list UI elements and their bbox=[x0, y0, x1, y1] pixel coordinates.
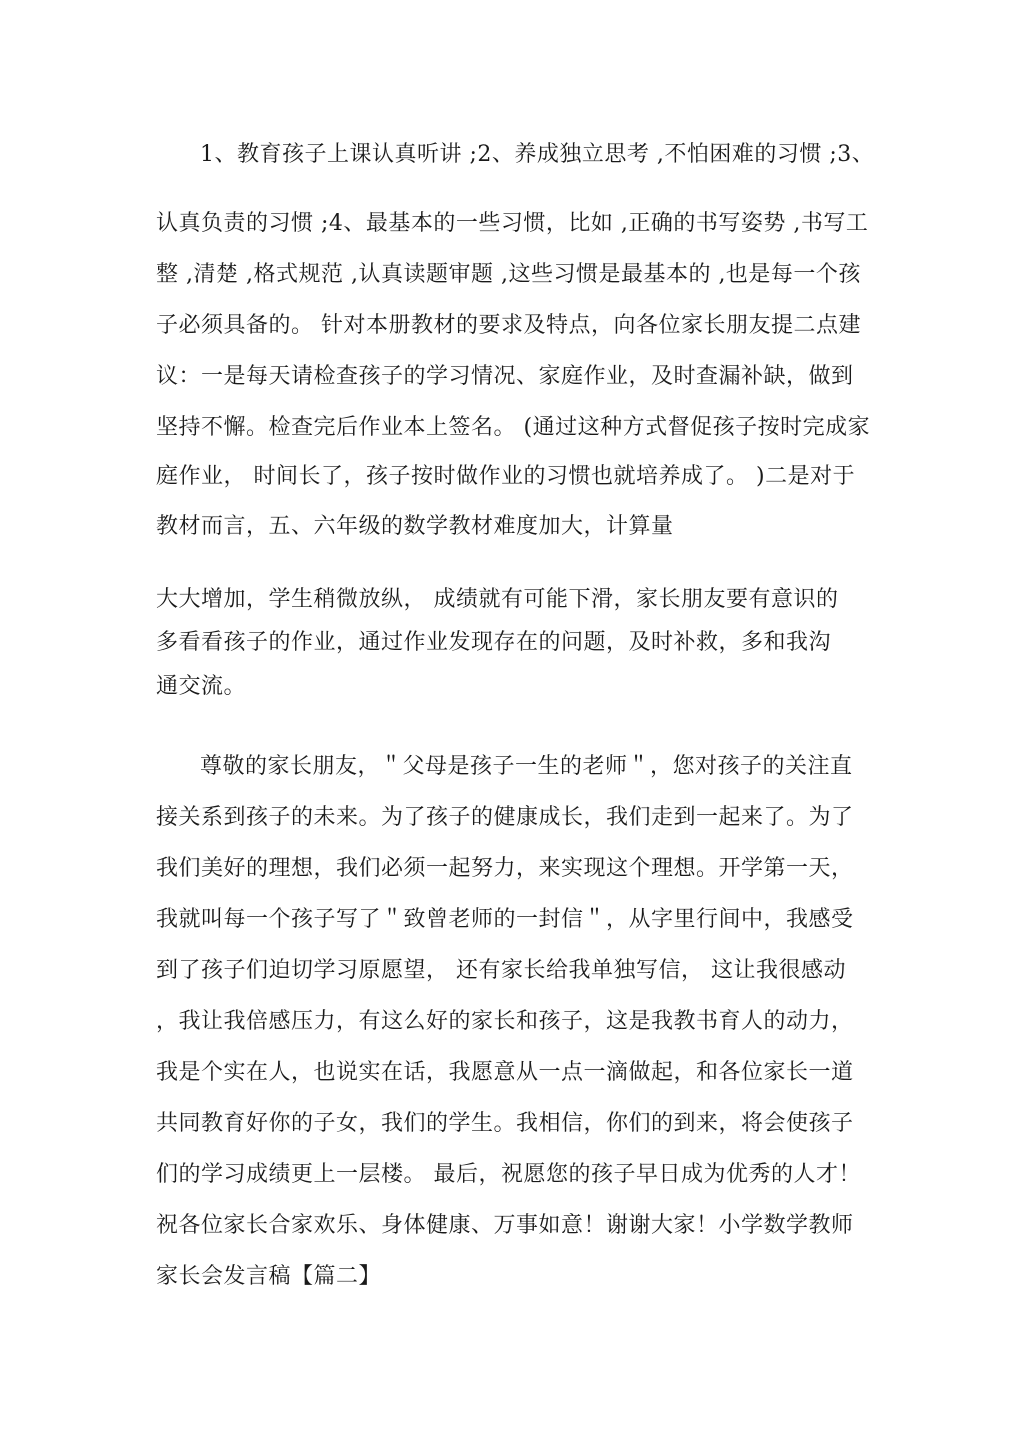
text-line: 共同教育好你的子女，我们的学生。我相信，你们的到来，将会使孩子 bbox=[156, 1111, 854, 1136]
text-line: 议：一是每天请检查孩子的学习情况、家庭作业，及时查漏补缺，做到 bbox=[156, 364, 854, 389]
text-line: 子必须具备的。 针对本册教材的要求及特点，向各位家长朋友提二点建 bbox=[156, 313, 861, 338]
text-line: 整 ,清楚 ,格式规范 ,认真读题审题 ,这些习惯是最基本的 ,也是每一个孩 bbox=[156, 262, 861, 287]
text-line: 1、教育孩子上课认真听讲 ;2、养成独立思考 ,不怕困难的习惯 ;3、 bbox=[200, 142, 875, 167]
text-line: 接关系到孩子的未来。为了孩子的健康成长，我们走到一起来了。为了 bbox=[156, 805, 854, 830]
text-line: 我们美好的理想，我们必须一起努力，来实现这个理想。开学第一天， bbox=[156, 856, 854, 881]
text-line: 们的学习成绩更上一层楼。 最后，祝愿您的孩子早日成为优秀的人才！ bbox=[156, 1162, 861, 1187]
text-line: 多看看孩子的作业，通过作业发现存在的问题，及时补救，多和我沟 bbox=[156, 630, 832, 655]
text-line: 祝各位家长合家欢乐、身体健康、万事如意！谢谢大家！小学数学教师 bbox=[156, 1213, 854, 1238]
text-line: 尊敬的家长朋友，＂父母是孩子一生的老师＂，您对孩子的关注直 bbox=[200, 754, 853, 779]
text-line: 教材而言，五、六年级的数学教材难度加大，计算量 bbox=[156, 514, 674, 539]
text-line: 坚持不懈。检查完后作业本上签名。 (通过这种方式督促孩子按时完成家 bbox=[156, 415, 871, 440]
text-line: 我是个实在人，也说实在话，我愿意从一点一滴做起，和各位家长一道 bbox=[156, 1060, 854, 1085]
text-line: 认真负责的习惯 ;4、最基本的一些习惯，比如 ,正确的书写姿势 ,书写工 bbox=[156, 211, 869, 236]
text-line: ，我让我倍感压力，有这么好的家长和孩子，这是我教书育人的动力， bbox=[156, 1009, 854, 1034]
text-line: 通交流。 bbox=[156, 674, 247, 699]
text-line: 到了孩子们迫切学习原愿望， 还有家长给我单独写信， 这让我很感动 bbox=[156, 958, 846, 983]
text-line: 大大增加，学生稍微放纵， 成绩就有可能下滑，家长朋友要有意识的 bbox=[156, 587, 839, 612]
text-line: 庭作业， 时间长了，孩子按时做作业的习惯也就培养成了。 )二是对于 bbox=[156, 464, 856, 489]
text-line: 我就叫每一个孩子写了＂致曾老师的一封信＂，从字里行间中，我感受 bbox=[156, 907, 854, 932]
section-heading: 家长会发言稿【篇二】 bbox=[156, 1264, 382, 1289]
